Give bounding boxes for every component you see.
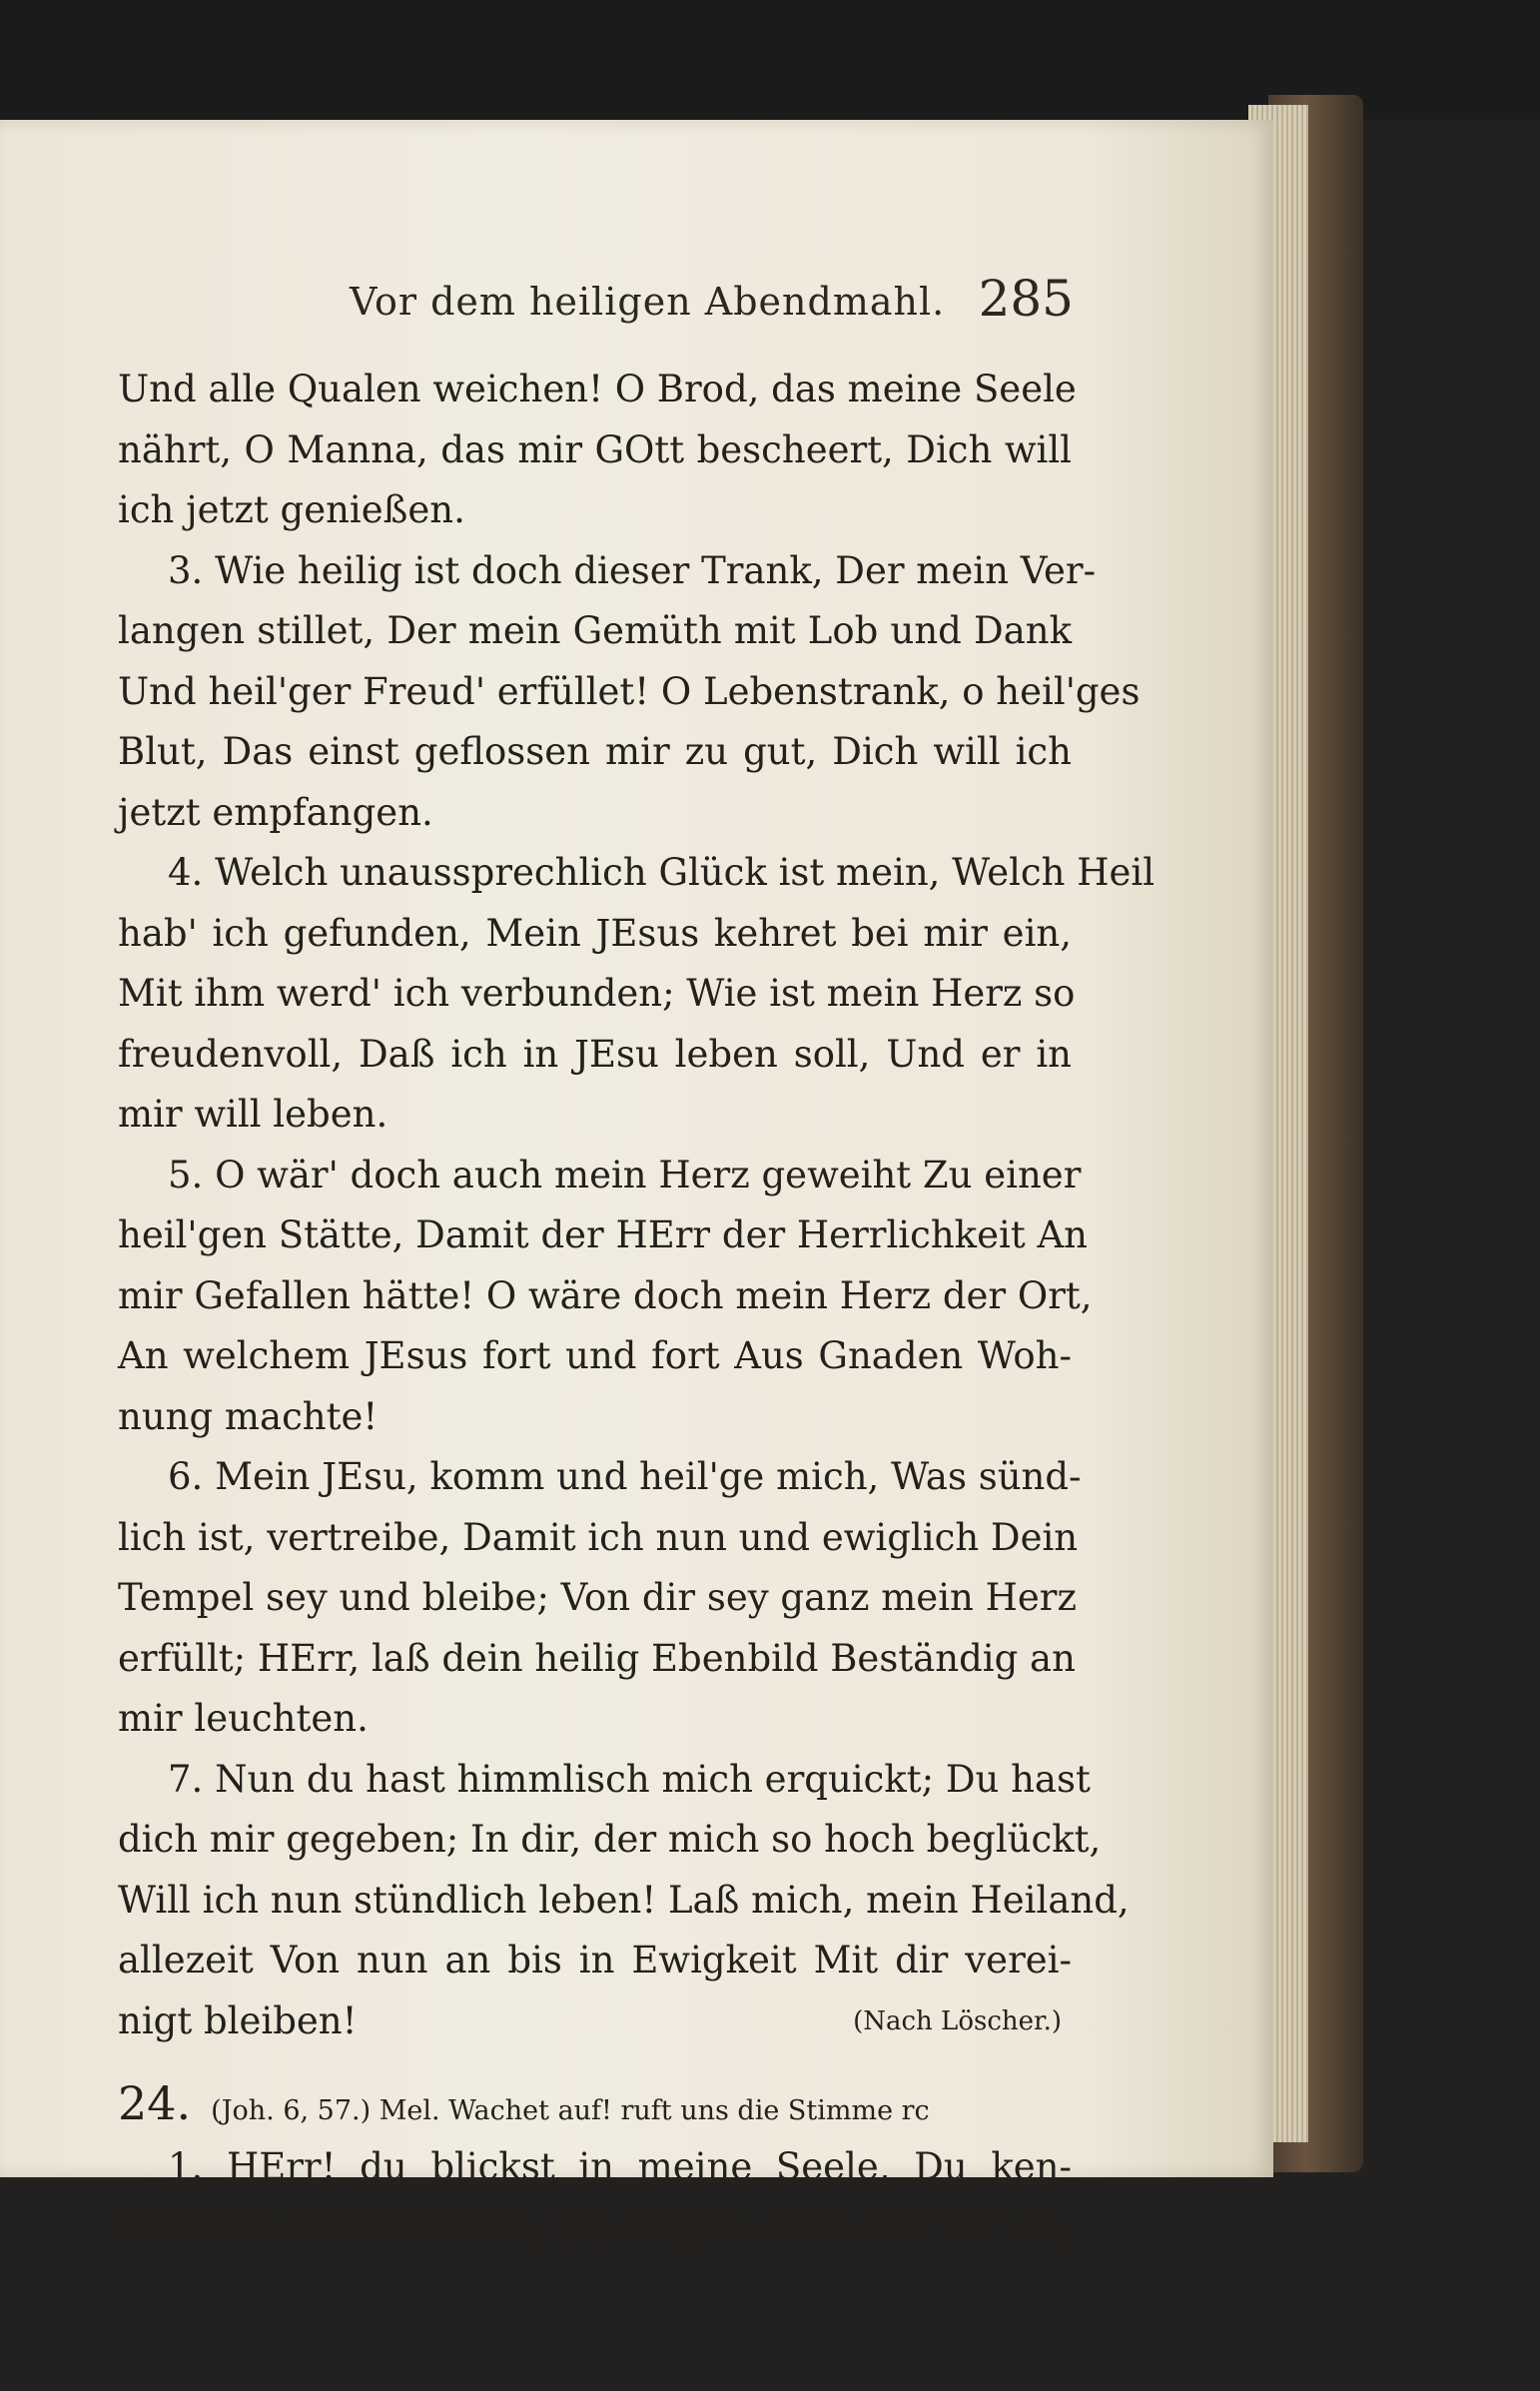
running-head: Vor dem heiligen Abendmahl.	[350, 280, 946, 324]
verse-6-line: erfüllt; HErr, laß dein heilig Ebenbild Beständig an	[118, 1636, 1076, 1680]
page-number: 285	[978, 270, 1074, 328]
verse-5-line: 5. O wär' doch auch mein Herz geweiht Zu einer	[168, 1153, 1082, 1196]
verse-6-line: 6. Mein JEsu, komm und heil'ge mich, Was sünd-	[168, 1455, 1082, 1498]
verse-6-line: lich ist, vertreibe, Damit ich nun und ewiglich Dein	[118, 1515, 1079, 1559]
verse-4-line: mir will leben.	[118, 1093, 388, 1136]
verse-7-last-line	[118, 1992, 1072, 2052]
text-line: Und alle Qualen weichen! O Brod, das meine Seele	[118, 368, 1077, 410]
verse-5-line: An welchem JEsus fort und fort Aus Gnaden Woh-	[118, 1334, 1072, 1377]
verse-6-line: mir leuchten.	[118, 1697, 369, 1740]
verse-7-line: allezeit Von nun an bis in Ewigkeit Mit dir verei-	[118, 1939, 1072, 1982]
verse-5-line: heil'gen Stätte, Damit der HErr der Herrlichkeit An	[118, 1213, 1088, 1256]
hymn-reference: (Joh. 6, 57.) Mel. Wachet auf! ruft uns die Stimme rc	[211, 2095, 930, 2126]
text-line: ich jetzt genießen.	[118, 488, 465, 531]
hymn-24-line: 1. HErr! du blickst in meine Seele, Du ken-	[168, 2145, 1072, 2188]
verse-6-line: Tempel sey und bleibe; Von dir sey ganz mein Herz	[118, 1576, 1077, 1619]
page-header	[350, 270, 1074, 340]
hymn-number: 24.	[118, 2076, 192, 2130]
verse-7-line: dich mir gegeben; In dir, der mich so hoch beglückt,	[118, 1818, 1102, 1861]
page-text	[118, 360, 1155, 2258]
verse-5-line: mir Gefallen hätte! O wäre doch mein Herz der Ort,	[118, 1273, 1093, 1317]
verse-4-line: Mit ihm werd' ich verbunden; Wie ist mein Herz so	[118, 972, 1076, 1015]
verse-4-line: hab' ich gefunden, Mein JEsus kehret bei mir ein,	[118, 911, 1072, 955]
verse-3-line: Blut, Das einst geflossen mir zu gut, Dich will ich	[118, 730, 1072, 773]
verse-7-line: 7. Nun du hast himmlisch mich erquickt; Du hast	[168, 1757, 1091, 1801]
verse-4-line: freudenvoll, Daß ich in JEsu leben soll, Und er in	[118, 1032, 1072, 1076]
text-line: nigt bleiben!	[118, 1998, 358, 2042]
text-line: nährt, O Manna, das mir GOtt bescheert, Dich will	[118, 427, 1072, 471]
verse-4-line: 4. Welch unaussprechlich Glück ist mein, Welch Heil	[168, 851, 1155, 894]
verse-3-line: langen stillet, Der mein Gemüth mit Lob und Dank	[118, 609, 1072, 652]
verse-3-line: jetzt empfangen.	[118, 790, 433, 834]
verse-7-line: Will ich nun stündlich leben! Laß mich, mein Heiland,	[118, 1878, 1130, 1922]
verse-3-line: Und heil'ger Freud' erfüllet! O Lebenstrank, o heil'ges	[118, 669, 1141, 713]
hymn-heading	[118, 2069, 1072, 2137]
attribution: (Nach Löscher.)	[853, 2005, 1062, 2036]
hymn-24-line: nest alle meine Fehle, Sie liegen offen vor dir da,	[118, 2205, 1072, 2249]
verse-3-line: 3. Wie heilig ist doch dieser Trank, Der mein Ver-	[168, 548, 1097, 592]
verse-5-line: nung machte!	[118, 1394, 379, 1438]
